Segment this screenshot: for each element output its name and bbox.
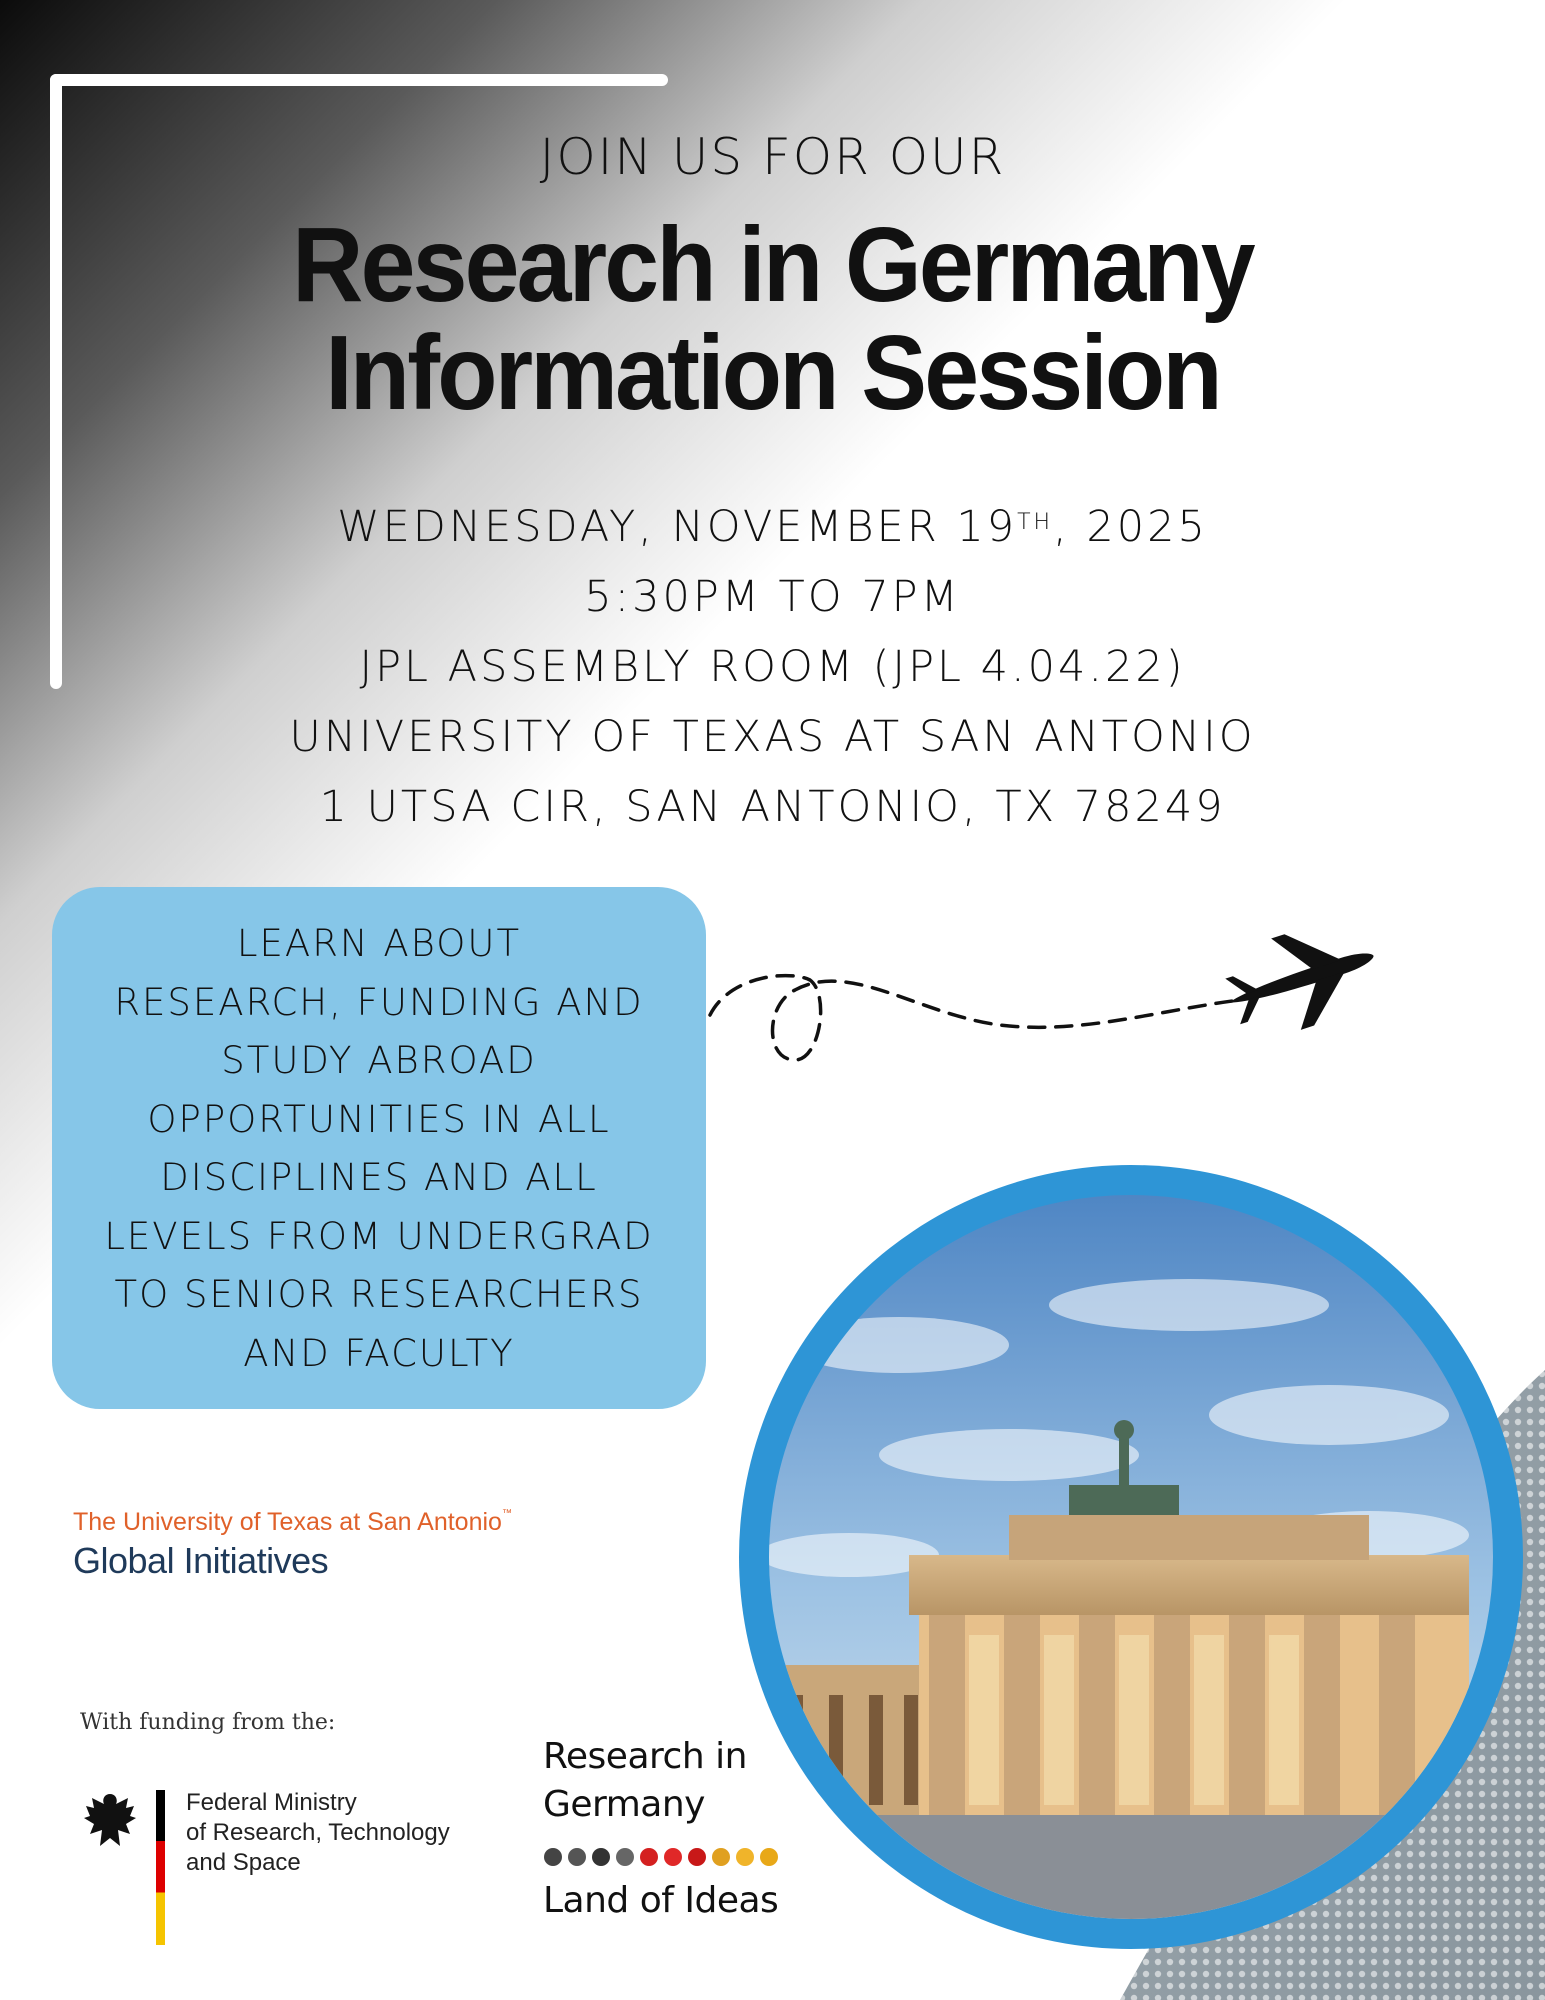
german-flag-bar	[156, 1790, 165, 1945]
federal-eagle-icon	[82, 1790, 138, 1854]
event-room: JPL ASSEMBLY ROOM (JPL 4.04.22)	[359, 642, 1186, 692]
ministry-line: and Space	[186, 1849, 301, 1876]
info-box-text	[52, 915, 706, 1383]
ministry-line: Federal Ministry	[186, 1789, 357, 1816]
funding-label: With funding from the:	[80, 1710, 336, 1735]
info-line: DISCIPLINES AND ALL	[160, 1156, 598, 1199]
title-line-1: Research in Germany	[292, 206, 1253, 324]
rig-flower-row-icon	[543, 1845, 793, 1869]
utsa-logo-line-2: Global Initiatives	[73, 1540, 329, 1581]
ministry-name	[186, 1788, 450, 1878]
rig-tagline: Land of Ideas	[543, 1880, 779, 1921]
rig-logo-text	[543, 1733, 747, 1829]
info-line: LEVELS FROM UNDERGRAD	[104, 1214, 654, 1258]
event-details	[0, 492, 1545, 842]
event-time: 5:30PM TO 7PM	[584, 572, 961, 622]
info-line: AND FACULTY	[243, 1331, 515, 1375]
brandenburg-gate-photo-frame	[739, 1165, 1523, 1949]
info-line: LEARN ABOUT	[236, 922, 522, 965]
title-line-2: Information Session	[325, 314, 1220, 432]
event-address: 1 UTSA CIR, SAN ANTONIO, TX 78249	[319, 782, 1226, 832]
event-university: UNIVERSITY OF TEXAS AT SAN ANTONIO	[289, 712, 1256, 762]
info-line: STUDY ABROAD	[221, 1039, 537, 1082]
info-line: OPPORTUNITIES IN ALL	[147, 1097, 611, 1141]
utsa-logo-line-1: The University of Texas at San Antonio™	[73, 1508, 512, 1536]
rig-line: Germany	[543, 1784, 705, 1825]
ministry-line: of Research, Technology	[186, 1819, 450, 1846]
rig-line: Research in	[543, 1736, 747, 1777]
info-line: TO SENIOR RESEARCHERS	[114, 1273, 644, 1316]
event-date: WEDNESDAY, NOVEMBER 19TH, 2025	[337, 502, 1208, 552]
airplane-icon	[700, 920, 1400, 1080]
info-line: RESEARCH, FUNDING AND	[114, 980, 644, 1024]
brandenburg-gate-photo	[769, 1195, 1493, 1919]
kicker-text: JOIN US FOR OUR	[539, 128, 1006, 186]
